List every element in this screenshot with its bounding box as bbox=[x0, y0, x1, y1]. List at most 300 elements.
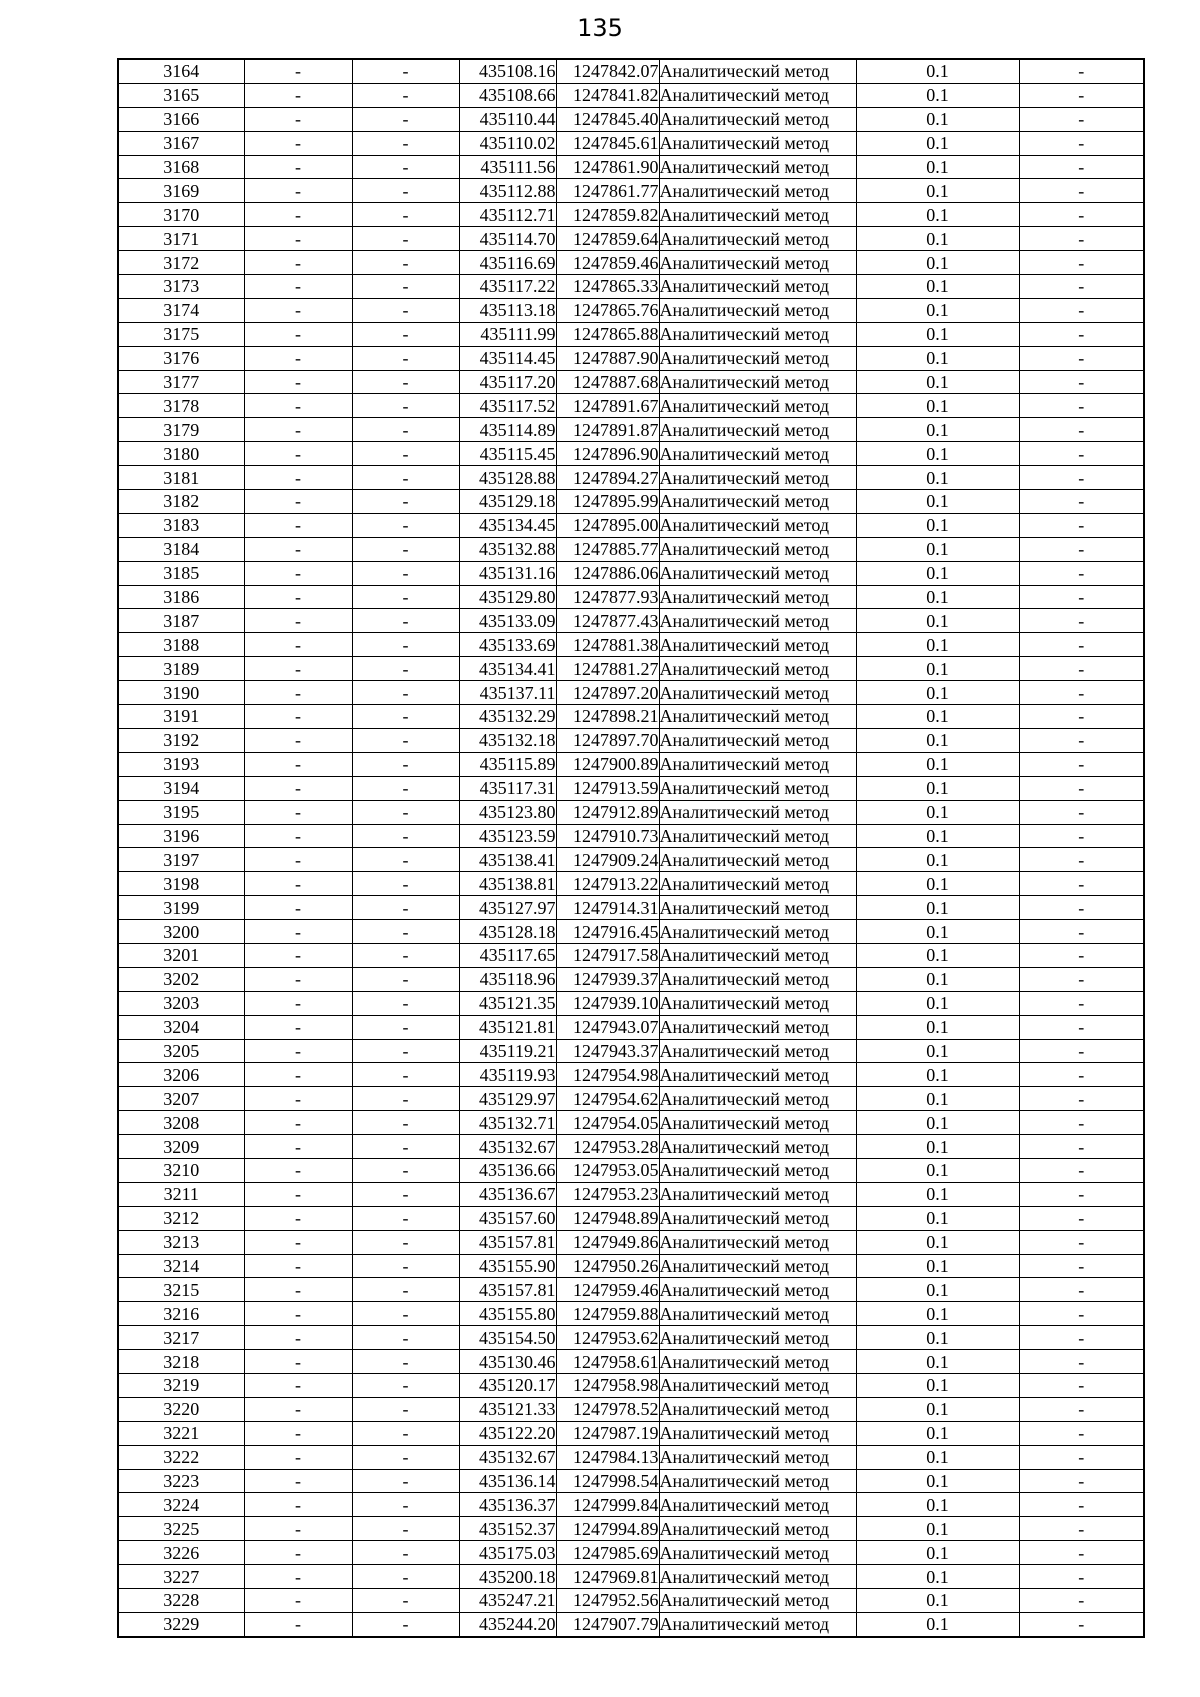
point-number-cell: 3209 bbox=[118, 1135, 244, 1159]
method-cell: Аналитический метод bbox=[659, 1373, 856, 1397]
table-row bbox=[118, 561, 1144, 585]
x-coordinate-cell: 435132.88 bbox=[459, 537, 556, 561]
method-cell: Аналитический метод bbox=[659, 920, 856, 944]
method-cell: Аналитический метод bbox=[659, 1612, 856, 1636]
x-coordinate-cell: 435132.29 bbox=[459, 705, 556, 729]
point-number-cell: 3197 bbox=[118, 848, 244, 872]
method-cell: Аналитический метод bbox=[659, 800, 856, 824]
x-coordinate-cell: 435117.52 bbox=[459, 394, 556, 418]
point-number-cell: 3225 bbox=[118, 1517, 244, 1541]
precision-cell: 0.1 bbox=[856, 1612, 1019, 1636]
dash-cell: - bbox=[352, 752, 459, 776]
x-coordinate-cell: 435123.80 bbox=[459, 800, 556, 824]
dash-cell: - bbox=[244, 537, 352, 561]
table-row bbox=[118, 1182, 1144, 1206]
method-cell: Аналитический метод bbox=[659, 609, 856, 633]
method-cell: Аналитический метод bbox=[659, 585, 856, 609]
dash-cell: - bbox=[1019, 442, 1144, 466]
point-number-cell: 3224 bbox=[118, 1493, 244, 1517]
precision-cell: 0.1 bbox=[856, 394, 1019, 418]
x-coordinate-cell: 435200.18 bbox=[459, 1565, 556, 1589]
precision-cell: 0.1 bbox=[856, 1087, 1019, 1111]
precision-cell: 0.1 bbox=[856, 1158, 1019, 1182]
point-number-cell: 3207 bbox=[118, 1087, 244, 1111]
dash-cell: - bbox=[1019, 1158, 1144, 1182]
dash-cell: - bbox=[352, 131, 459, 155]
table-row bbox=[118, 991, 1144, 1015]
dash-cell: - bbox=[1019, 920, 1144, 944]
precision-cell: 0.1 bbox=[856, 752, 1019, 776]
y-coordinate-cell: 1247887.68 bbox=[556, 370, 659, 394]
x-coordinate-cell: 435155.80 bbox=[459, 1302, 556, 1326]
table-row bbox=[118, 1469, 1144, 1493]
dash-cell: - bbox=[1019, 1326, 1144, 1350]
dash-cell: - bbox=[244, 1421, 352, 1445]
x-coordinate-cell: 435138.41 bbox=[459, 848, 556, 872]
method-cell: Аналитический метод bbox=[659, 1517, 856, 1541]
dash-cell: - bbox=[352, 1589, 459, 1613]
point-number-cell: 3210 bbox=[118, 1158, 244, 1182]
x-coordinate-cell: 435247.21 bbox=[459, 1589, 556, 1613]
dash-cell: - bbox=[244, 585, 352, 609]
dash-cell: - bbox=[1019, 705, 1144, 729]
dash-cell: - bbox=[1019, 537, 1144, 561]
method-cell: Аналитический метод bbox=[659, 896, 856, 920]
dash-cell: - bbox=[244, 298, 352, 322]
dash-cell: - bbox=[244, 179, 352, 203]
table-row bbox=[118, 800, 1144, 824]
dash-cell: - bbox=[352, 1230, 459, 1254]
dash-cell: - bbox=[1019, 59, 1144, 83]
dash-cell: - bbox=[352, 705, 459, 729]
dash-cell: - bbox=[1019, 609, 1144, 633]
table-row bbox=[118, 1493, 1144, 1517]
x-coordinate-cell: 435112.88 bbox=[459, 179, 556, 203]
precision-cell: 0.1 bbox=[856, 1015, 1019, 1039]
dash-cell: - bbox=[352, 1182, 459, 1206]
y-coordinate-cell: 1247865.76 bbox=[556, 298, 659, 322]
dash-cell: - bbox=[1019, 824, 1144, 848]
method-cell: Аналитический метод bbox=[659, 705, 856, 729]
precision-cell: 0.1 bbox=[856, 490, 1019, 514]
dash-cell: - bbox=[352, 824, 459, 848]
dash-cell: - bbox=[1019, 1278, 1144, 1302]
point-number-cell: 3187 bbox=[118, 609, 244, 633]
y-coordinate-cell: 1247898.21 bbox=[556, 705, 659, 729]
dash-cell: - bbox=[1019, 1135, 1144, 1159]
method-cell: Аналитический метод bbox=[659, 346, 856, 370]
precision-cell: 0.1 bbox=[856, 1493, 1019, 1517]
dash-cell: - bbox=[352, 609, 459, 633]
table-row bbox=[118, 394, 1144, 418]
method-cell: Аналитический метод bbox=[659, 991, 856, 1015]
dash-cell: - bbox=[1019, 752, 1144, 776]
table-row bbox=[118, 203, 1144, 227]
precision-cell: 0.1 bbox=[856, 442, 1019, 466]
precision-cell: 0.1 bbox=[856, 179, 1019, 203]
dash-cell: - bbox=[244, 131, 352, 155]
table-row bbox=[118, 657, 1144, 681]
point-number-cell: 3189 bbox=[118, 657, 244, 681]
dash-cell: - bbox=[1019, 1302, 1144, 1326]
point-number-cell: 3193 bbox=[118, 752, 244, 776]
point-number-cell: 3218 bbox=[118, 1350, 244, 1374]
method-cell: Аналитический метод bbox=[659, 824, 856, 848]
y-coordinate-cell: 1247881.38 bbox=[556, 633, 659, 657]
precision-cell: 0.1 bbox=[856, 824, 1019, 848]
dash-cell: - bbox=[352, 466, 459, 490]
point-number-cell: 3190 bbox=[118, 681, 244, 705]
method-cell: Аналитический метод bbox=[659, 657, 856, 681]
precision-cell: 0.1 bbox=[856, 59, 1019, 83]
point-number-cell: 3206 bbox=[118, 1063, 244, 1087]
dash-cell: - bbox=[244, 1565, 352, 1589]
y-coordinate-cell: 1247959.88 bbox=[556, 1302, 659, 1326]
dash-cell: - bbox=[244, 1111, 352, 1135]
table-row bbox=[118, 1517, 1144, 1541]
x-coordinate-cell: 435117.31 bbox=[459, 776, 556, 800]
method-cell: Аналитический метод bbox=[659, 776, 856, 800]
dash-cell: - bbox=[352, 513, 459, 537]
point-number-cell: 3200 bbox=[118, 920, 244, 944]
method-cell: Аналитический метод bbox=[659, 1135, 856, 1159]
y-coordinate-cell: 1247909.24 bbox=[556, 848, 659, 872]
method-cell: Аналитический метод bbox=[659, 1111, 856, 1135]
y-coordinate-cell: 1247914.31 bbox=[556, 896, 659, 920]
table-row bbox=[118, 1254, 1144, 1278]
y-coordinate-cell: 1247910.73 bbox=[556, 824, 659, 848]
dash-cell: - bbox=[1019, 322, 1144, 346]
x-coordinate-cell: 435108.16 bbox=[459, 59, 556, 83]
dash-cell: - bbox=[244, 609, 352, 633]
dash-cell: - bbox=[1019, 1182, 1144, 1206]
y-coordinate-cell: 1247958.61 bbox=[556, 1350, 659, 1374]
point-number-cell: 3204 bbox=[118, 1015, 244, 1039]
dash-cell: - bbox=[1019, 275, 1144, 299]
dash-cell: - bbox=[244, 1350, 352, 1374]
dash-cell: - bbox=[244, 1063, 352, 1087]
dash-cell: - bbox=[1019, 800, 1144, 824]
table-row bbox=[118, 681, 1144, 705]
x-coordinate-cell: 435136.14 bbox=[459, 1469, 556, 1493]
dash-cell: - bbox=[1019, 728, 1144, 752]
dash-cell: - bbox=[352, 943, 459, 967]
dash-cell: - bbox=[352, 370, 459, 394]
dash-cell: - bbox=[352, 896, 459, 920]
method-cell: Аналитический метод bbox=[659, 1063, 856, 1087]
table-row bbox=[118, 83, 1144, 107]
table-row bbox=[118, 1158, 1144, 1182]
dash-cell: - bbox=[244, 967, 352, 991]
dash-cell: - bbox=[244, 991, 352, 1015]
x-coordinate-cell: 435129.80 bbox=[459, 585, 556, 609]
table-body bbox=[118, 59, 1144, 1637]
precision-cell: 0.1 bbox=[856, 1517, 1019, 1541]
point-number-cell: 3195 bbox=[118, 800, 244, 824]
x-coordinate-cell: 435133.09 bbox=[459, 609, 556, 633]
method-cell: Аналитический метод bbox=[659, 179, 856, 203]
method-cell: Аналитический метод bbox=[659, 943, 856, 967]
x-coordinate-cell: 435115.89 bbox=[459, 752, 556, 776]
method-cell: Аналитический метод bbox=[659, 370, 856, 394]
dash-cell: - bbox=[352, 967, 459, 991]
dash-cell: - bbox=[1019, 203, 1144, 227]
method-cell: Аналитический метод bbox=[659, 1302, 856, 1326]
x-coordinate-cell: 435121.81 bbox=[459, 1015, 556, 1039]
table-row bbox=[118, 1206, 1144, 1230]
dash-cell: - bbox=[352, 1445, 459, 1469]
y-coordinate-cell: 1247939.37 bbox=[556, 967, 659, 991]
y-coordinate-cell: 1247949.86 bbox=[556, 1230, 659, 1254]
dash-cell: - bbox=[1019, 585, 1144, 609]
method-cell: Аналитический метод bbox=[659, 275, 856, 299]
dash-cell: - bbox=[352, 442, 459, 466]
method-cell: Аналитический метод bbox=[659, 513, 856, 537]
method-cell: Аналитический метод bbox=[659, 1469, 856, 1493]
dash-cell: - bbox=[1019, 1517, 1144, 1541]
method-cell: Аналитический метод bbox=[659, 107, 856, 131]
x-coordinate-cell: 435112.71 bbox=[459, 203, 556, 227]
x-coordinate-cell: 435122.20 bbox=[459, 1421, 556, 1445]
precision-cell: 0.1 bbox=[856, 1230, 1019, 1254]
precision-cell: 0.1 bbox=[856, 920, 1019, 944]
x-coordinate-cell: 435134.41 bbox=[459, 657, 556, 681]
y-coordinate-cell: 1247917.58 bbox=[556, 943, 659, 967]
x-coordinate-cell: 435129.18 bbox=[459, 490, 556, 514]
precision-cell: 0.1 bbox=[856, 131, 1019, 155]
y-coordinate-cell: 1247845.40 bbox=[556, 107, 659, 131]
dash-cell: - bbox=[352, 1158, 459, 1182]
precision-cell: 0.1 bbox=[856, 585, 1019, 609]
dash-cell: - bbox=[352, 346, 459, 370]
table-row bbox=[118, 896, 1144, 920]
dash-cell: - bbox=[244, 322, 352, 346]
method-cell: Аналитический метод bbox=[659, 1182, 856, 1206]
point-number-cell: 3198 bbox=[118, 872, 244, 896]
table-row bbox=[118, 466, 1144, 490]
dash-cell: - bbox=[1019, 848, 1144, 872]
table-row bbox=[118, 1565, 1144, 1589]
table-row bbox=[118, 728, 1144, 752]
dash-cell: - bbox=[1019, 1612, 1144, 1636]
dash-cell: - bbox=[244, 657, 352, 681]
table-row bbox=[118, 537, 1144, 561]
y-coordinate-cell: 1247954.62 bbox=[556, 1087, 659, 1111]
method-cell: Аналитический метод bbox=[659, 155, 856, 179]
point-number-cell: 3223 bbox=[118, 1469, 244, 1493]
dash-cell: - bbox=[1019, 370, 1144, 394]
y-coordinate-cell: 1247952.56 bbox=[556, 1589, 659, 1613]
y-coordinate-cell: 1247861.90 bbox=[556, 155, 659, 179]
y-coordinate-cell: 1247887.90 bbox=[556, 346, 659, 370]
method-cell: Аналитический метод bbox=[659, 1445, 856, 1469]
point-number-cell: 3202 bbox=[118, 967, 244, 991]
dash-cell: - bbox=[244, 800, 352, 824]
dash-cell: - bbox=[352, 203, 459, 227]
dash-cell: - bbox=[1019, 83, 1144, 107]
y-coordinate-cell: 1247895.00 bbox=[556, 513, 659, 537]
precision-cell: 0.1 bbox=[856, 728, 1019, 752]
point-number-cell: 3219 bbox=[118, 1373, 244, 1397]
dash-cell: - bbox=[1019, 418, 1144, 442]
dash-cell: - bbox=[352, 1612, 459, 1636]
point-number-cell: 3182 bbox=[118, 490, 244, 514]
y-coordinate-cell: 1247943.37 bbox=[556, 1039, 659, 1063]
dash-cell: - bbox=[1019, 1565, 1144, 1589]
dash-cell: - bbox=[352, 1565, 459, 1589]
dash-cell: - bbox=[244, 1541, 352, 1565]
dash-cell: - bbox=[352, 1111, 459, 1135]
point-number-cell: 3165 bbox=[118, 83, 244, 107]
dash-cell: - bbox=[1019, 1541, 1144, 1565]
table-row bbox=[118, 107, 1144, 131]
precision-cell: 0.1 bbox=[856, 1589, 1019, 1613]
dash-cell: - bbox=[1019, 633, 1144, 657]
dash-cell: - bbox=[1019, 896, 1144, 920]
dash-cell: - bbox=[244, 943, 352, 967]
dash-cell: - bbox=[352, 275, 459, 299]
dash-cell: - bbox=[244, 561, 352, 585]
x-coordinate-cell: 435111.56 bbox=[459, 155, 556, 179]
precision-cell: 0.1 bbox=[856, 251, 1019, 275]
method-cell: Аналитический метод bbox=[659, 131, 856, 155]
y-coordinate-cell: 1247954.05 bbox=[556, 1111, 659, 1135]
dash-cell: - bbox=[1019, 298, 1144, 322]
dash-cell: - bbox=[244, 107, 352, 131]
dash-cell: - bbox=[352, 251, 459, 275]
precision-cell: 0.1 bbox=[856, 1278, 1019, 1302]
dash-cell: - bbox=[244, 83, 352, 107]
method-cell: Аналитический метод bbox=[659, 848, 856, 872]
x-coordinate-cell: 435113.18 bbox=[459, 298, 556, 322]
method-cell: Аналитический метод bbox=[659, 490, 856, 514]
dash-cell: - bbox=[1019, 131, 1144, 155]
table-row bbox=[118, 1015, 1144, 1039]
table-row bbox=[118, 370, 1144, 394]
y-coordinate-cell: 1247948.89 bbox=[556, 1206, 659, 1230]
method-cell: Аналитический метод bbox=[659, 681, 856, 705]
precision-cell: 0.1 bbox=[856, 681, 1019, 705]
dash-cell: - bbox=[352, 1063, 459, 1087]
dash-cell: - bbox=[244, 1373, 352, 1397]
dash-cell: - bbox=[244, 490, 352, 514]
precision-cell: 0.1 bbox=[856, 1206, 1019, 1230]
point-number-cell: 3169 bbox=[118, 179, 244, 203]
method-cell: Аналитический метод bbox=[659, 1397, 856, 1421]
dash-cell: - bbox=[244, 1254, 352, 1278]
point-number-cell: 3183 bbox=[118, 513, 244, 537]
x-coordinate-cell: 435111.99 bbox=[459, 322, 556, 346]
x-coordinate-cell: 435114.45 bbox=[459, 346, 556, 370]
dash-cell: - bbox=[244, 1206, 352, 1230]
y-coordinate-cell: 1247953.05 bbox=[556, 1158, 659, 1182]
point-number-cell: 3185 bbox=[118, 561, 244, 585]
table-row bbox=[118, 227, 1144, 251]
y-coordinate-cell: 1247985.69 bbox=[556, 1541, 659, 1565]
dash-cell: - bbox=[1019, 513, 1144, 537]
method-cell: Аналитический метод bbox=[659, 967, 856, 991]
dash-cell: - bbox=[1019, 155, 1144, 179]
y-coordinate-cell: 1247881.27 bbox=[556, 657, 659, 681]
table-row bbox=[118, 752, 1144, 776]
precision-cell: 0.1 bbox=[856, 991, 1019, 1015]
y-coordinate-cell: 1247859.46 bbox=[556, 251, 659, 275]
x-coordinate-cell: 435130.46 bbox=[459, 1350, 556, 1374]
x-coordinate-cell: 435128.88 bbox=[459, 466, 556, 490]
dash-cell: - bbox=[244, 872, 352, 896]
point-number-cell: 3186 bbox=[118, 585, 244, 609]
y-coordinate-cell: 1247897.20 bbox=[556, 681, 659, 705]
table-row bbox=[118, 59, 1144, 83]
precision-cell: 0.1 bbox=[856, 1302, 1019, 1326]
table-row bbox=[118, 1612, 1144, 1636]
table-row bbox=[118, 609, 1144, 633]
precision-cell: 0.1 bbox=[856, 537, 1019, 561]
dash-cell: - bbox=[1019, 1039, 1144, 1063]
x-coordinate-cell: 435123.59 bbox=[459, 824, 556, 848]
y-coordinate-cell: 1247885.77 bbox=[556, 537, 659, 561]
table-row bbox=[118, 967, 1144, 991]
precision-cell: 0.1 bbox=[856, 466, 1019, 490]
y-coordinate-cell: 1247897.70 bbox=[556, 728, 659, 752]
x-coordinate-cell: 435138.81 bbox=[459, 872, 556, 896]
dash-cell: - bbox=[1019, 346, 1144, 370]
dash-cell: - bbox=[244, 1039, 352, 1063]
point-number-cell: 3220 bbox=[118, 1397, 244, 1421]
method-cell: Аналитический метод bbox=[659, 1589, 856, 1613]
table-row bbox=[118, 1230, 1144, 1254]
point-number-cell: 3168 bbox=[118, 155, 244, 179]
y-coordinate-cell: 1247953.28 bbox=[556, 1135, 659, 1159]
dash-cell: - bbox=[244, 1589, 352, 1613]
dash-cell: - bbox=[352, 227, 459, 251]
dash-cell: - bbox=[244, 728, 352, 752]
point-number-cell: 3177 bbox=[118, 370, 244, 394]
dash-cell: - bbox=[1019, 1589, 1144, 1613]
x-coordinate-cell: 435128.18 bbox=[459, 920, 556, 944]
dash-cell: - bbox=[1019, 872, 1144, 896]
dash-cell: - bbox=[244, 1182, 352, 1206]
table-row bbox=[118, 585, 1144, 609]
dash-cell: - bbox=[352, 800, 459, 824]
dash-cell: - bbox=[352, 991, 459, 1015]
dash-cell: - bbox=[1019, 227, 1144, 251]
table-row bbox=[118, 776, 1144, 800]
x-coordinate-cell: 435131.16 bbox=[459, 561, 556, 585]
method-cell: Аналитический метод bbox=[659, 394, 856, 418]
point-number-cell: 3217 bbox=[118, 1326, 244, 1350]
method-cell: Аналитический метод bbox=[659, 1158, 856, 1182]
dash-cell: - bbox=[352, 1326, 459, 1350]
table-row bbox=[118, 1589, 1144, 1613]
method-cell: Аналитический метод bbox=[659, 466, 856, 490]
dash-cell: - bbox=[244, 1612, 352, 1636]
x-coordinate-cell: 435117.22 bbox=[459, 275, 556, 299]
dash-cell: - bbox=[352, 561, 459, 585]
x-coordinate-cell: 435117.65 bbox=[459, 943, 556, 967]
dash-cell: - bbox=[1019, 967, 1144, 991]
x-coordinate-cell: 435110.44 bbox=[459, 107, 556, 131]
y-coordinate-cell: 1247999.84 bbox=[556, 1493, 659, 1517]
table-row bbox=[118, 1397, 1144, 1421]
y-coordinate-cell: 1247907.79 bbox=[556, 1612, 659, 1636]
y-coordinate-cell: 1247842.07 bbox=[556, 59, 659, 83]
point-number-cell: 3196 bbox=[118, 824, 244, 848]
point-number-cell: 3208 bbox=[118, 1111, 244, 1135]
precision-cell: 0.1 bbox=[856, 83, 1019, 107]
method-cell: Аналитический метод bbox=[659, 203, 856, 227]
dash-cell: - bbox=[244, 394, 352, 418]
